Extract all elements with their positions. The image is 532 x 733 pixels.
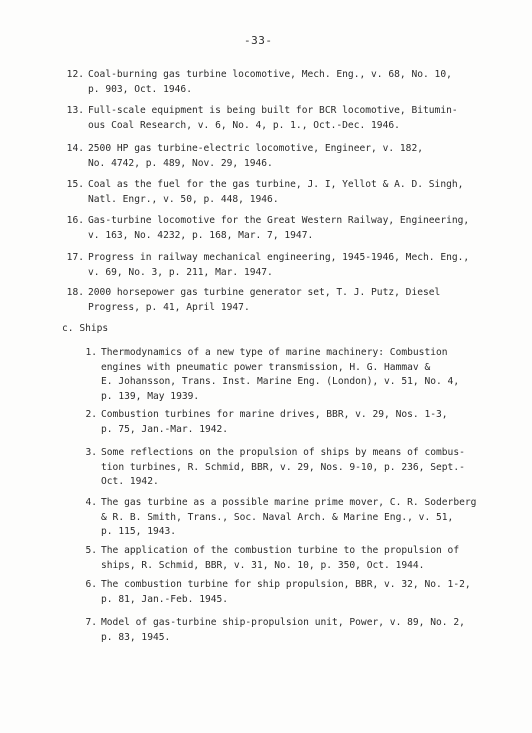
reference-line: No. 4742, p. 489, Nov. 29, 1946. (88, 157, 273, 169)
reference-item (85, 408, 448, 437)
reference-item (66, 251, 470, 280)
reference-line: p. 81, Jan.-Feb. 1945. (101, 593, 229, 605)
reference-line: Some reflections on the propulsion of ships by means of combus- (101, 447, 465, 458)
reference-number: 1. (85, 347, 97, 358)
reference-line: Coal-burning gas turbine locomotive, Mech. Eng., v. 68, No. 10, (88, 69, 452, 80)
reference-line: The combustion turbine for ship propulsion, BBR, v. 32, No. 1-2, (101, 579, 471, 590)
reference-line: v. 69, No. 3, p. 211, Mar. 1947. (88, 266, 273, 278)
reference-number: 7. (85, 617, 97, 628)
reference-line: Gas-turbine locomotive for the Great Western Railway, Engineering, (88, 215, 470, 226)
reference-line: Oct. 1942. (101, 476, 159, 487)
reference-item (85, 346, 460, 404)
reference-line: tion turbines, R. Schmid, BBR, v. 29, Nos. 9-10, p. 236, Sept.- (101, 461, 465, 473)
reference-line: ships, R. Schmid, BBR, v. 31, No. 10, p. 350, Oct. 1944. (101, 559, 425, 571)
reference-line: & R. B. Smith, Trans., Soc. Naval Arch. & Marine Eng., v. 51, (101, 511, 454, 523)
reference-item (66, 214, 470, 243)
reference-line: Coal as the fuel for the gas turbine, J. I, Yellot & A. D. Singh, (88, 179, 464, 190)
reference-item (66, 178, 464, 207)
reference-number: 4. (85, 497, 97, 508)
reference-item (85, 446, 465, 490)
reference-item (66, 286, 441, 315)
reference-line: p. 83, 1945. (101, 631, 171, 643)
reference-item (85, 544, 460, 573)
reference-number: 3. (85, 447, 97, 458)
reference-line: Combustion turbines for marine drives, BBR, v. 29, Nos. 1-3, (101, 409, 448, 420)
reference-line: Progress, p. 41, April 1947. (88, 301, 250, 313)
reference-line: Full-scale equipment is being built for BCR locomotive, Bitumin- (88, 105, 458, 116)
reference-line: Thermodynamics of a new type of marine machinery: Combustion (101, 347, 448, 358)
reference-line: The gas turbine as a possible marine prime mover, C. R. Soderberg (101, 497, 477, 508)
reference-line: 2500 HP gas turbine-electric locomotive, Engineer, v. 182, (88, 143, 424, 154)
reference-line: ous Coal Research, v. 6, No. 4, p. 1., Oct.-Dec. 1946. (88, 119, 400, 131)
reference-number: 2. (85, 409, 97, 420)
reference-item (85, 578, 471, 607)
reference-line: p. 75, Jan.-Mar. 1942. (101, 423, 229, 435)
reference-line: v. 163, No. 4232, p. 168, Mar. 7, 1947. (88, 229, 314, 241)
page-number: -33- (244, 34, 273, 47)
reference-line: p. 903, Oct. 1946. (88, 83, 192, 95)
reference-number: 14. (66, 143, 84, 154)
reference-number: 6. (85, 579, 97, 590)
reference-line: p. 139, May 1939. (101, 390, 200, 402)
reference-line: E. Johansson, Trans. Inst. Marine Eng. (London), v. 51, No. 4, (101, 376, 460, 387)
reference-number: 17. (66, 252, 84, 263)
reference-line: Natl. Engr., v. 50, p. 448, 1946. (88, 193, 279, 205)
reference-item (85, 616, 465, 645)
reference-line: p. 115, 1943. (101, 526, 177, 537)
reference-number: 18. (66, 287, 84, 298)
reference-item (85, 496, 477, 540)
reference-line: The application of the combustion turbine to the propulsion of (101, 545, 460, 556)
section-heading: c. Ships (62, 323, 109, 334)
reference-number: 12. (66, 69, 84, 80)
reference-number: 5. (85, 545, 97, 556)
reference-number: 13. (66, 105, 84, 116)
reference-number: 15. (66, 179, 84, 190)
reference-number: 16. (66, 215, 84, 226)
reference-line: Model of gas-turbine ship-propulsion unit, Power, v. 89, No. 2, (101, 617, 465, 628)
reference-item (66, 142, 424, 171)
reference-item (66, 68, 452, 97)
reference-line: Progress in railway mechanical engineering, 1945-1946, Mech. Eng., (88, 252, 470, 263)
reference-line: engines with pneumatic power transmission, H. G. Hammav & (101, 361, 431, 373)
reference-line: 2000 horsepower gas turbine generator set, T. J. Putz, Diesel (88, 287, 441, 298)
reference-item (66, 104, 458, 133)
